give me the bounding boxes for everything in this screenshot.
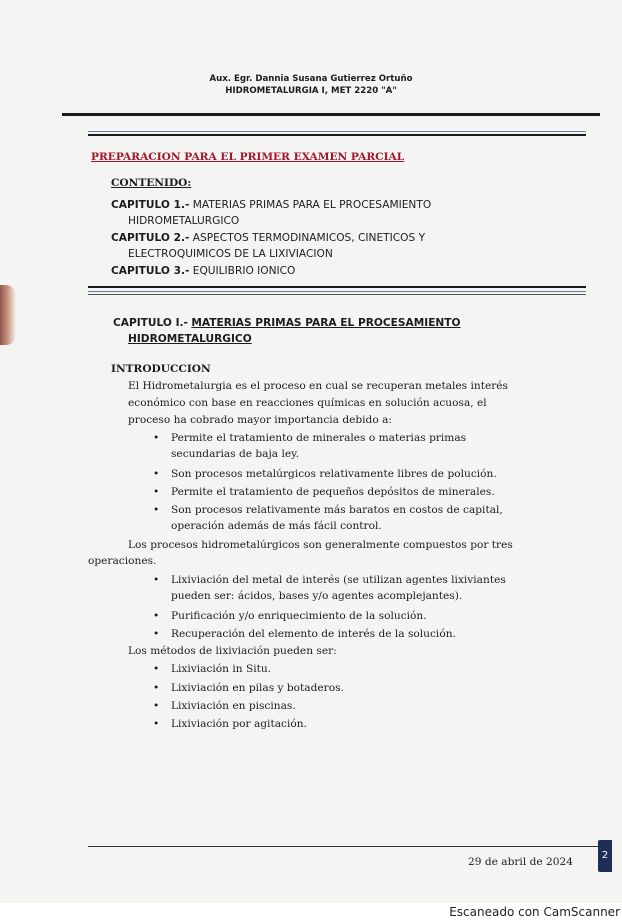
page-number-tab: 2 <box>598 840 612 872</box>
chapter-title-cont: HIDROMETALURGICO <box>128 333 252 345</box>
list-item-cont: pueden ser: ácidos, bases y/o agentes acomplejantes). <box>171 590 463 602</box>
list-item-cont: operación además de más fácil control. <box>171 520 382 532</box>
list-item: • Recuperación del elemento de interés de la solución. <box>171 627 456 642</box>
list-item: • Permite el tratamiento de pequeños depósitos de minerales. <box>171 485 495 500</box>
divider <box>88 294 586 295</box>
methods-intro: Los métodos de lixiviación pueden ser: <box>128 645 337 657</box>
chapter-heading <box>113 316 461 331</box>
list-item: • Permite el tratamiento de minerales o materias primas <box>171 431 466 446</box>
toc-label: CAPITULO 2.- <box>111 232 190 244</box>
list-item: • Lixiviación por agitación. <box>171 717 307 732</box>
contenido-heading: CONTENIDO: <box>111 177 192 189</box>
header-author: Aux. Egr. Dannia Susana Gutierrez Ortuño <box>209 74 413 84</box>
divider <box>88 286 586 288</box>
list-item: • Purificación y/o enriquecimiento de la solución. <box>171 609 427 624</box>
toc-item-1-cont: HIDROMETALURGICO <box>128 215 240 227</box>
footer-date: 29 de abril de 2024 <box>468 856 573 868</box>
toc-text: MATERIAS PRIMAS PARA EL PROCESAMIENTO <box>192 199 432 211</box>
header-rule <box>62 113 600 116</box>
page-title: PREPARACION PARA EL PRIMER EXAMEN PARCIAL <box>91 151 405 163</box>
toc-item-2 <box>111 231 425 246</box>
toc-label: CAPITULO 3.- <box>111 265 190 277</box>
divider <box>88 131 586 132</box>
divider <box>88 291 586 292</box>
footer-rule <box>88 846 598 847</box>
intro-para-line: económico con base en reacciones químicas en solución acuosa, el <box>128 397 487 409</box>
chapter-label: CAPITULO I.- <box>113 317 188 329</box>
list-item: • Lixiviación en pilas y botaderos. <box>171 681 344 696</box>
divider <box>88 134 586 136</box>
header-course: HIDROMETALURGIA I, MET 2220 "A" <box>225 86 397 96</box>
para2-line: Los procesos hidrometalúrgicos son generalmente compuestos por tres <box>128 539 513 551</box>
chapter-title: MATERIAS PRIMAS PARA EL PROCESAMIENTO <box>191 317 461 329</box>
intro-heading: INTRODUCCION <box>111 363 211 375</box>
list-item: • Son procesos metalúrgicos relativamente libres de polución. <box>171 467 497 482</box>
finger-shadow <box>0 285 16 345</box>
list-item: • Lixiviación in Situ. <box>171 662 271 677</box>
camscanner-watermark: Escaneado con CamScanner <box>449 905 620 919</box>
toc-item-2-cont: ELECTROQUIMICOS DE LA LIXIVIACION <box>128 248 333 260</box>
list-item: • Lixiviación del metal de interés (se utilizan agentes lixiviantes <box>171 573 506 588</box>
toc-item-3 <box>111 264 295 279</box>
intro-para-line: proceso ha cobrado mayor importancia debido a: <box>128 414 392 426</box>
list-item: • Lixiviación en piscinas. <box>171 699 296 714</box>
list-item: • Son procesos relativamente más baratos en costos de capital, <box>171 503 503 518</box>
list-item-cont: secundarias de baja ley. <box>171 448 300 460</box>
toc-item-1 <box>111 198 431 213</box>
intro-para-line: El Hidrometalurgia es el proceso en cual se recuperan metales interés <box>128 380 508 392</box>
toc-label: CAPITULO 1.- <box>111 199 190 211</box>
toc-text: EQUILIBRIO IONICO <box>192 265 296 277</box>
toc-text: ASPECTOS TERMODINAMICOS, CINETICOS Y <box>192 232 426 244</box>
para2-line: operaciones. <box>88 555 157 567</box>
